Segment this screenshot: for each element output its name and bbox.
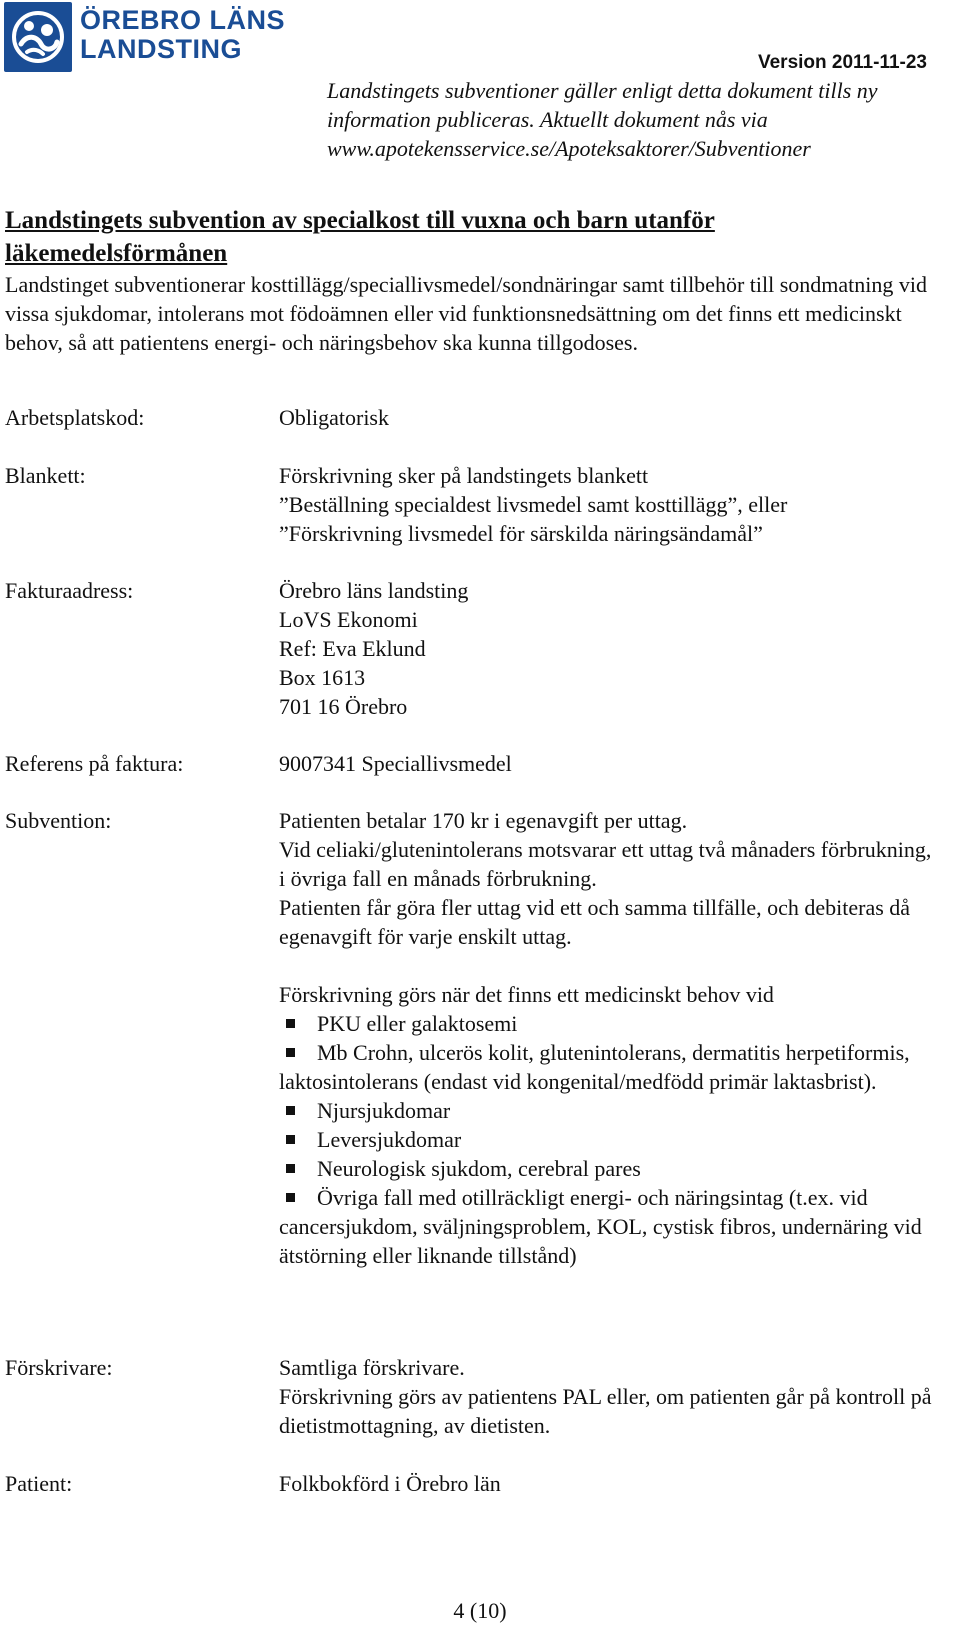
logo-line-1: ÖREBRO LÄNS — [80, 5, 286, 35]
logo-text — [80, 6, 285, 64]
bullet-square-icon — [286, 1106, 295, 1115]
forskrivare-text: Samtliga förskrivare. — [279, 1355, 465, 1380]
value-forskrivare — [279, 1353, 939, 1440]
page-title: Landstingets subvention av specialkost till vuxna och barn utanför läkemedelsförmånen — [5, 207, 715, 267]
bullet-square-icon — [286, 1048, 295, 1057]
blankett-line: ”Beställning specialdest livsmedel samt kosttillägg”, eller — [279, 492, 788, 517]
page-number: 4 (10) — [453, 1598, 507, 1623]
value-blankett — [279, 461, 939, 548]
bullet-square-icon — [286, 1164, 295, 1173]
header-note: Landstingets subventioner gäller enligt detta dokument tills ny information publiceras. Aktuellt dokument nås via www.apotekensservice.se/Apoteksaktorer/Subventioner — [327, 78, 878, 161]
version-label: Version 2011-11-23 — [757, 52, 927, 73]
label-forskrivare: Förskrivare: — [5, 1355, 113, 1380]
list-item: Övriga fall med otillräckligt energi- och näringsintag (t.ex. vid cancersjukdom, sväljningsproblem, KOL, cystisk fibros, undernäring vid ätstörning eller liknande tillstånd) — [279, 1185, 922, 1268]
address-line: Örebro läns landsting — [279, 578, 469, 603]
label-arbetsplatskod: Arbetsplatskod: — [5, 405, 145, 430]
value-arbetsplatskod: Obligatorisk — [279, 405, 389, 430]
blankett-line: Förskrivning sker på landstingets blankett — [279, 463, 649, 488]
label-fakturaadress: Fakturaadress: — [5, 578, 134, 603]
address-line: 701 16 Örebro — [279, 694, 408, 719]
list-item: Neurologisk sjukdom, cerebral pares — [279, 1154, 939, 1183]
label-patient: Patient: — [5, 1471, 73, 1496]
logo-mark — [4, 2, 72, 72]
address-line: Ref: Eva Eklund — [279, 636, 426, 661]
label-blankett: Blankett: — [5, 463, 86, 488]
list-item: Mb Crohn, ulcerös kolit, glutenintolerans, dermatitis herpetiformis, laktosintolerans (endast vid kongenital/medfödd primär laktasbrist). — [279, 1040, 910, 1094]
bullet-square-icon — [286, 1019, 295, 1028]
intro-paragraph: Landstinget subventionerar kosttillägg/speciallivsmedel/sondnäringar samt tillbehör till sondmatning vid vissa sjukdomar, intolerans mot födoämnen eller vid funktionsnedsättning om det finns ett medicinskt behov, så att patientens energi- och näringsbehov ska kunna tillgodoses. — [5, 272, 928, 355]
list-item: Njursjukdomar — [279, 1096, 939, 1125]
logo-line-2: LANDSTING — [80, 34, 242, 64]
criteria-list — [279, 1009, 939, 1270]
address-line: LoVS Ekonomi — [279, 607, 418, 632]
value-referens: 9007341 Speciallivsmedel — [279, 751, 512, 776]
subvention-text: Vid celiaki/glutenintolerans motsvarar ett uttag två månaders förbrukning, i övriga fall en månads förbrukning. — [279, 837, 932, 891]
label-subvention: Subvention: — [5, 808, 112, 833]
subvention-text: Patienten får göra fler uttag vid ett och samma tillfälle, och debiteras då egenavgift för varje enskilt uttag. — [279, 895, 911, 949]
blankett-line: ”Förskrivning livsmedel för särskilda näringsändamål” — [279, 521, 763, 546]
criteria-intro: Förskrivning görs när det finns ett medicinskt behov vid — [279, 982, 774, 1007]
logo — [4, 2, 285, 72]
value-fakturaadress — [279, 576, 939, 721]
label-referens: Referens på faktura: — [5, 751, 184, 776]
value-subvention — [279, 806, 939, 1270]
subvention-text: Patienten betalar 170 kr i egenavgift per uttag. — [279, 808, 688, 833]
list-item: Leversjukdomar — [279, 1125, 939, 1154]
list-item: PKU eller galaktosemi — [279, 1009, 939, 1038]
forskrivare-text: Förskrivning görs av patientens PAL eller, om patienten går på kontroll på dietistmottagning, av dietisten. — [279, 1384, 932, 1438]
address-line: Box 1613 — [279, 665, 366, 690]
value-patient: Folkbokförd i Örebro län — [279, 1471, 501, 1496]
bullet-square-icon — [286, 1193, 295, 1202]
bullet-square-icon — [286, 1135, 295, 1144]
landsting-emblem-icon — [9, 8, 67, 66]
